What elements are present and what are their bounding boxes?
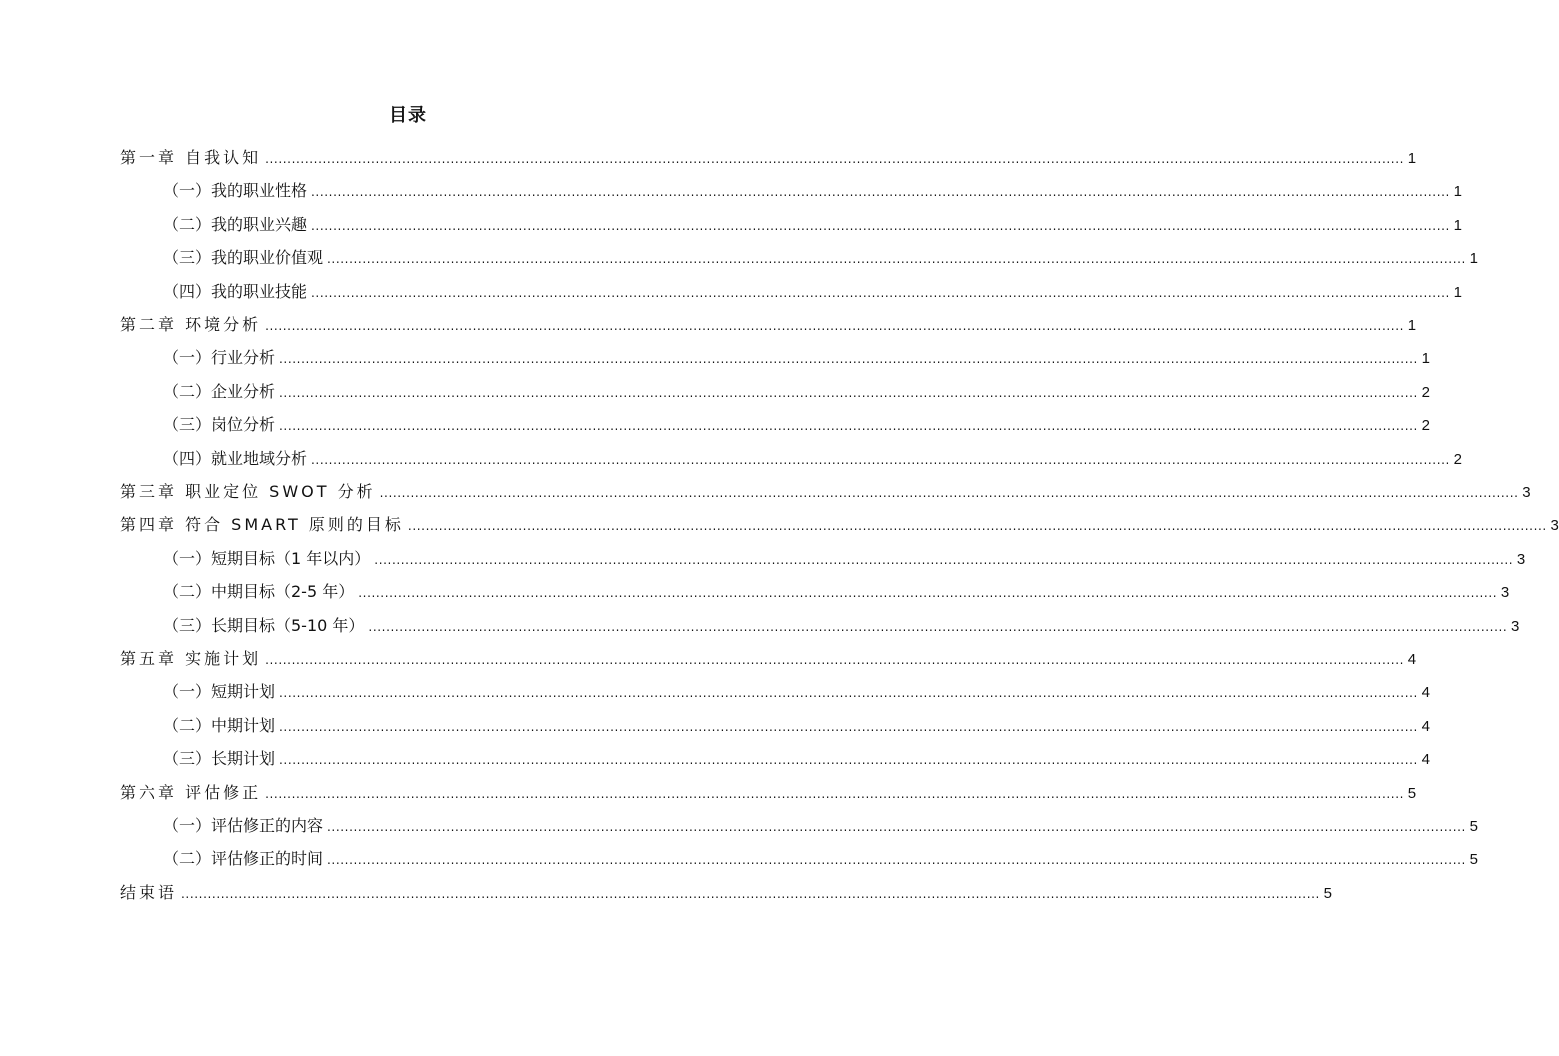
toc-entry-section[interactable]	[163, 675, 1430, 708]
leader-dots: ..................................................................................................................................................................................................................................................................	[181, 886, 1320, 901]
toc-entry-text: （三）长期目标（5-10 年）	[163, 615, 365, 635]
toc-entry-text: （四）就业地域分析	[163, 448, 308, 468]
toc-page-number: 1	[1407, 317, 1417, 334]
leader-dots: ..................................................................................................................................................................................................................................................................	[327, 853, 1466, 868]
toc-entry-section[interactable]	[163, 542, 1526, 575]
leader-dots: ..................................................................................................................................................................................................................................................................	[265, 653, 1405, 667]
toc-entry-text: 结束语	[120, 882, 178, 902]
toc-entry-section[interactable]	[163, 174, 1462, 207]
toc-page-number: 3	[1522, 484, 1531, 501]
leader-dots: ..................................................................................................................................................................................................................................................................	[265, 152, 1405, 166]
toc-entry-section[interactable]	[163, 275, 1462, 308]
toc-page-number: 4	[1421, 751, 1430, 769]
leader-dots: ..................................................................................................................................................................................................................................................................	[379, 486, 1519, 500]
leader-dots: ..................................................................................................................................................................................................................................................................	[407, 519, 1547, 534]
toc-page-number: 5	[1323, 884, 1332, 902]
toc-entry-text: （三）长期计划	[163, 749, 276, 769]
toc-entry-text: （二）我的职业兴趣	[163, 214, 308, 234]
leader-dots: ..................................................................................................................................................................................................................................................................	[327, 820, 1466, 834]
leader-dots: ..................................................................................................................................................................................................................................................................	[327, 252, 1466, 267]
toc-entry-text: 第一章 自我认知	[120, 148, 262, 167]
toc-entry-section[interactable]	[163, 742, 1430, 775]
leader-dots: ..................................................................................................................................................................................................................................................................	[265, 319, 1405, 333]
toc-entry-text: 第五章 实施计划	[120, 649, 262, 668]
toc-entry-text: （二）中期计划	[163, 715, 276, 735]
toc-page-number: 4	[1421, 684, 1430, 702]
toc-entry-chapter-2[interactable]	[120, 308, 1417, 341]
toc-entry-text: （一）行业分析	[163, 348, 276, 368]
toc-entry-text: （二）评估修正的时间	[163, 849, 324, 869]
toc-entry-text: （三）岗位分析	[163, 415, 276, 435]
toc-page-number: 3	[1511, 617, 1520, 635]
toc-entry-section[interactable]	[163, 408, 1430, 441]
leader-dots: ..................................................................................................................................................................................................................................................................	[311, 285, 1450, 300]
leader-dots: ..................................................................................................................................................................................................................................................................	[279, 753, 1418, 768]
toc-entry-chapter-1[interactable]	[120, 141, 1417, 174]
leader-dots: ..................................................................................................................................................................................................................................................................	[279, 352, 1418, 367]
toc-entry-section[interactable]	[163, 241, 1478, 274]
toc-entry-section[interactable]	[163, 375, 1430, 408]
toc-page-number: 1	[1453, 183, 1462, 201]
toc-entry-text: （四）我的职业技能	[163, 281, 308, 301]
toc-entry-section[interactable]	[163, 575, 1510, 608]
toc-page-number: 2	[1453, 450, 1462, 468]
toc-entry-section[interactable]	[163, 208, 1462, 241]
toc-page-number: 3	[1500, 584, 1510, 602]
leader-dots: ..................................................................................................................................................................................................................................................................	[279, 686, 1418, 701]
leader-dots: ..................................................................................................................................................................................................................................................................	[311, 218, 1450, 233]
toc-entry-text: （一）评估修正的内容	[163, 816, 324, 835]
toc-entry-section[interactable]	[163, 842, 1478, 875]
leader-dots: ..................................................................................................................................................................................................................................................................	[279, 385, 1418, 400]
toc-page-number: 1	[1453, 216, 1462, 234]
toc-page-number: 5	[1469, 818, 1478, 835]
leader-dots: ..................................................................................................................................................................................................................................................................	[311, 185, 1450, 200]
toc-entry-text: （二）企业分析	[163, 381, 276, 401]
toc-entry-chapter-5[interactable]	[120, 642, 1417, 675]
toc-page-number: 3	[1550, 517, 1559, 535]
toc-page-number: 2	[1421, 383, 1430, 401]
toc-entry-section[interactable]	[163, 341, 1430, 374]
toc-page-number: 1	[1453, 283, 1462, 301]
toc-entry-chapter-4[interactable]	[120, 508, 1559, 541]
toc-entry-text: 第三章 职业定位 SWOT 分析	[120, 482, 376, 501]
toc-entry-text: 第四章 符合 SMART 原则的目标	[120, 515, 404, 535]
toc-entry-text: （三）我的职业价值观	[163, 248, 324, 268]
leader-dots: ..................................................................................................................................................................................................................................................................	[311, 452, 1450, 467]
toc-page-number: 2	[1421, 417, 1430, 435]
toc-page-number: 5	[1407, 784, 1417, 802]
page-title: 目录	[389, 105, 427, 126]
toc-entry-chapter-6[interactable]	[120, 776, 1417, 809]
toc-entry-section[interactable]	[163, 442, 1462, 475]
toc-page-number: 5	[1469, 851, 1478, 869]
toc-page-number: 1	[1407, 150, 1417, 167]
toc-entry-text: 第二章 环境分析	[120, 315, 262, 334]
toc-entry-section[interactable]	[163, 809, 1478, 842]
toc-page-number: 3	[1516, 550, 1526, 568]
toc-entry-conclusion[interactable]	[120, 876, 1332, 909]
leader-dots: ..................................................................................................................................................................................................................................................................	[358, 586, 1498, 601]
toc-page-number: 1	[1421, 350, 1430, 368]
leader-dots: ..................................................................................................................................................................................................................................................................	[265, 786, 1405, 801]
toc-entry-section[interactable]	[163, 709, 1430, 742]
toc-page-number: 4	[1407, 651, 1417, 668]
leader-dots: ..................................................................................................................................................................................................................................................................	[279, 419, 1418, 434]
leader-dots: ..................................................................................................................................................................................................................................................................	[374, 552, 1514, 567]
toc-entry-text: （一）短期目标（1 年以内）	[163, 548, 371, 568]
toc-entry-text: （一）短期计划	[163, 682, 276, 702]
leader-dots: ..................................................................................................................................................................................................................................................................	[368, 619, 1508, 634]
toc-entry-chapter-3[interactable]	[120, 475, 1531, 508]
toc-entry-text: （一）我的职业性格	[163, 181, 308, 201]
toc-entry-text: 第六章 评估修正	[120, 782, 262, 802]
toc-page-number: 4	[1421, 717, 1430, 735]
leader-dots: ..................................................................................................................................................................................................................................................................	[279, 719, 1418, 734]
toc-entry-text: （二）中期目标（2-5 年）	[163, 582, 355, 602]
toc-page-number: 1	[1469, 250, 1478, 268]
toc-entry-section[interactable]	[163, 609, 1520, 642]
